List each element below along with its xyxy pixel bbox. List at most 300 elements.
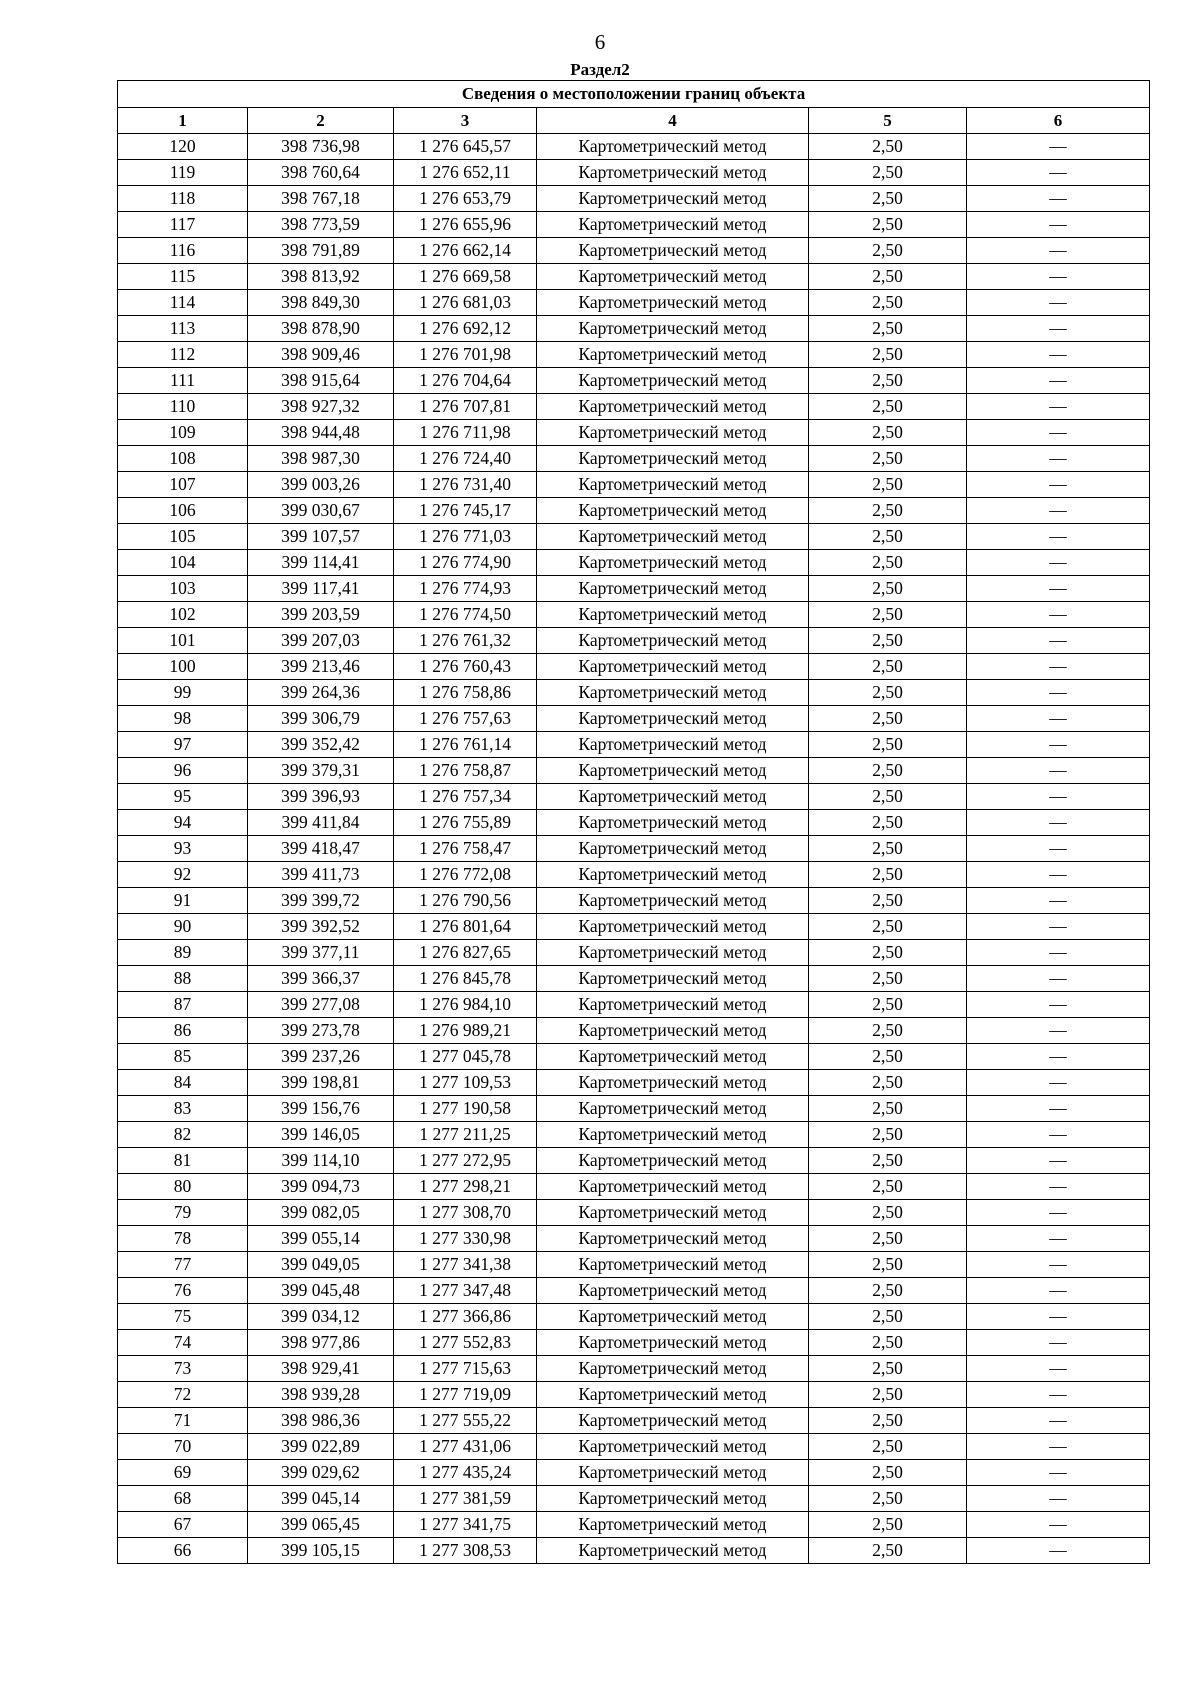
method-cell: Картометрический метод <box>537 758 809 784</box>
y-coordinate-cell: 1 277 552,83 <box>394 1330 537 1356</box>
method-cell: Картометрический метод <box>537 472 809 498</box>
x-coordinate-cell: 398 944,48 <box>248 420 394 446</box>
point-number-cell: 111 <box>118 368 248 394</box>
point-number-cell: 67 <box>118 1512 248 1538</box>
point-number-cell: 118 <box>118 186 248 212</box>
description-cell: — <box>967 1044 1150 1070</box>
x-coordinate-cell: 399 352,42 <box>248 732 394 758</box>
method-cell: Картометрический метод <box>537 914 809 940</box>
point-number-cell: 120 <box>118 134 248 160</box>
description-cell: — <box>967 992 1150 1018</box>
method-cell: Картометрический метод <box>537 1226 809 1252</box>
point-number-cell: 68 <box>118 1486 248 1512</box>
accuracy-cell: 2,50 <box>809 784 967 810</box>
x-coordinate-cell: 399 411,84 <box>248 810 394 836</box>
method-cell: Картометрический метод <box>537 1252 809 1278</box>
description-cell: — <box>967 1486 1150 1512</box>
accuracy-cell: 2,50 <box>809 212 967 238</box>
description-cell: — <box>967 446 1150 472</box>
accuracy-cell: 2,50 <box>809 1538 967 1564</box>
table-row <box>118 810 1150 836</box>
table-row <box>118 1122 1150 1148</box>
y-coordinate-cell: 1 277 715,63 <box>394 1356 537 1382</box>
x-coordinate-cell: 398 849,30 <box>248 290 394 316</box>
point-number-cell: 81 <box>118 1148 248 1174</box>
method-cell: Картометрический метод <box>537 810 809 836</box>
accuracy-cell: 2,50 <box>809 550 967 576</box>
y-coordinate-cell: 1 276 653,79 <box>394 186 537 212</box>
method-cell: Картометрический метод <box>537 160 809 186</box>
description-cell: — <box>967 1330 1150 1356</box>
point-number-cell: 110 <box>118 394 248 420</box>
table-row <box>118 1174 1150 1200</box>
table-row <box>118 1200 1150 1226</box>
description-cell: — <box>967 1278 1150 1304</box>
point-number-cell: 70 <box>118 1434 248 1460</box>
y-coordinate-cell: 1 276 774,90 <box>394 550 537 576</box>
table-row <box>118 1460 1150 1486</box>
point-number-cell: 72 <box>118 1382 248 1408</box>
y-coordinate-cell: 1 277 435,24 <box>394 1460 537 1486</box>
accuracy-cell: 2,50 <box>809 446 967 472</box>
accuracy-cell: 2,50 <box>809 940 967 966</box>
x-coordinate-cell: 398 736,98 <box>248 134 394 160</box>
description-cell: — <box>967 134 1150 160</box>
table-row <box>118 1018 1150 1044</box>
accuracy-cell: 2,50 <box>809 576 967 602</box>
table-row <box>118 1278 1150 1304</box>
accuracy-cell: 2,50 <box>809 1304 967 1330</box>
point-number-cell: 71 <box>118 1408 248 1434</box>
x-coordinate-cell: 399 379,31 <box>248 758 394 784</box>
point-number-cell: 95 <box>118 784 248 810</box>
x-coordinate-cell: 399 377,11 <box>248 940 394 966</box>
table-row <box>118 862 1150 888</box>
description-cell: — <box>967 420 1150 446</box>
point-number-cell: 104 <box>118 550 248 576</box>
point-number-cell: 82 <box>118 1122 248 1148</box>
description-cell: — <box>967 1408 1150 1434</box>
y-coordinate-cell: 1 276 801,64 <box>394 914 537 940</box>
table-row <box>118 680 1150 706</box>
method-cell: Картометрический метод <box>537 316 809 342</box>
x-coordinate-cell: 399 273,78 <box>248 1018 394 1044</box>
description-cell: — <box>967 1148 1150 1174</box>
method-cell: Картометрический метод <box>537 134 809 160</box>
point-number-cell: 69 <box>118 1460 248 1486</box>
point-number-cell: 100 <box>118 654 248 680</box>
table-row <box>118 316 1150 342</box>
description-cell: — <box>967 316 1150 342</box>
description-cell: — <box>967 810 1150 836</box>
description-cell: — <box>967 1096 1150 1122</box>
accuracy-cell: 2,50 <box>809 1070 967 1096</box>
accuracy-cell: 2,50 <box>809 914 967 940</box>
accuracy-cell: 2,50 <box>809 680 967 706</box>
description-cell: — <box>967 212 1150 238</box>
description-cell: — <box>967 784 1150 810</box>
accuracy-cell: 2,50 <box>809 1174 967 1200</box>
table-row <box>118 1044 1150 1070</box>
table-body <box>118 134 1150 1564</box>
method-cell: Картометрический метод <box>537 290 809 316</box>
x-coordinate-cell: 398 773,59 <box>248 212 394 238</box>
point-number-cell: 103 <box>118 576 248 602</box>
table-row <box>118 160 1150 186</box>
table-title: Сведения о местоположении границ объекта <box>118 81 1150 108</box>
description-cell: — <box>967 1174 1150 1200</box>
method-cell: Картометрический метод <box>537 1070 809 1096</box>
point-number-cell: 76 <box>118 1278 248 1304</box>
point-number-cell: 94 <box>118 810 248 836</box>
table-row <box>118 264 1150 290</box>
table-row <box>118 914 1150 940</box>
point-number-cell: 96 <box>118 758 248 784</box>
method-cell: Картометрический метод <box>537 1408 809 1434</box>
description-cell: — <box>967 758 1150 784</box>
accuracy-cell: 2,50 <box>809 1252 967 1278</box>
method-cell: Картометрический метод <box>537 1174 809 1200</box>
point-number-cell: 107 <box>118 472 248 498</box>
x-coordinate-cell: 398 929,41 <box>248 1356 394 1382</box>
table-row <box>118 1434 1150 1460</box>
y-coordinate-cell: 1 276 645,57 <box>394 134 537 160</box>
x-coordinate-cell: 398 986,36 <box>248 1408 394 1434</box>
x-coordinate-cell: 399 198,81 <box>248 1070 394 1096</box>
point-number-cell: 92 <box>118 862 248 888</box>
description-cell: — <box>967 550 1150 576</box>
description-cell: — <box>967 1382 1150 1408</box>
y-coordinate-cell: 1 276 701,98 <box>394 342 537 368</box>
y-coordinate-cell: 1 277 366,86 <box>394 1304 537 1330</box>
point-number-cell: 106 <box>118 498 248 524</box>
accuracy-cell: 2,50 <box>809 1330 967 1356</box>
table-row <box>118 888 1150 914</box>
accuracy-cell: 2,50 <box>809 238 967 264</box>
accuracy-cell: 2,50 <box>809 1044 967 1070</box>
x-coordinate-cell: 398 939,28 <box>248 1382 394 1408</box>
y-coordinate-cell: 1 276 984,10 <box>394 992 537 1018</box>
column-header: 5 <box>809 108 967 134</box>
accuracy-cell: 2,50 <box>809 602 967 628</box>
accuracy-cell: 2,50 <box>809 1200 967 1226</box>
method-cell: Картометрический метод <box>537 264 809 290</box>
y-coordinate-cell: 1 276 655,96 <box>394 212 537 238</box>
x-coordinate-cell: 398 915,64 <box>248 368 394 394</box>
accuracy-cell: 2,50 <box>809 1122 967 1148</box>
description-cell: — <box>967 602 1150 628</box>
column-header-row <box>118 108 1150 134</box>
accuracy-cell: 2,50 <box>809 1096 967 1122</box>
y-coordinate-cell: 1 277 431,06 <box>394 1434 537 1460</box>
x-coordinate-cell: 399 003,26 <box>248 472 394 498</box>
point-number-cell: 102 <box>118 602 248 628</box>
method-cell: Картометрический метод <box>537 1460 809 1486</box>
point-number-cell: 83 <box>118 1096 248 1122</box>
accuracy-cell: 2,50 <box>809 1512 967 1538</box>
description-cell: — <box>967 1200 1150 1226</box>
x-coordinate-cell: 399 022,89 <box>248 1434 394 1460</box>
x-coordinate-cell: 399 107,57 <box>248 524 394 550</box>
y-coordinate-cell: 1 276 845,78 <box>394 966 537 992</box>
description-cell: — <box>967 342 1150 368</box>
column-header: 4 <box>537 108 809 134</box>
column-header: 2 <box>248 108 394 134</box>
accuracy-cell: 2,50 <box>809 1486 967 1512</box>
method-cell: Картометрический метод <box>537 940 809 966</box>
description-cell: — <box>967 186 1150 212</box>
x-coordinate-cell: 399 114,41 <box>248 550 394 576</box>
method-cell: Картометрический метод <box>537 1538 809 1564</box>
point-number-cell: 86 <box>118 1018 248 1044</box>
table-row <box>118 1408 1150 1434</box>
y-coordinate-cell: 1 276 790,56 <box>394 888 537 914</box>
description-cell: — <box>967 1460 1150 1486</box>
table-row <box>118 186 1150 212</box>
table-row <box>118 654 1150 680</box>
y-coordinate-cell: 1 276 731,40 <box>394 472 537 498</box>
description-cell: — <box>967 1512 1150 1538</box>
method-cell: Картометрический метод <box>537 602 809 628</box>
accuracy-cell: 2,50 <box>809 992 967 1018</box>
y-coordinate-cell: 1 276 772,08 <box>394 862 537 888</box>
x-coordinate-cell: 399 399,72 <box>248 888 394 914</box>
y-coordinate-cell: 1 276 707,81 <box>394 394 537 420</box>
x-coordinate-cell: 399 034,12 <box>248 1304 394 1330</box>
description-cell: — <box>967 290 1150 316</box>
y-coordinate-cell: 1 276 774,93 <box>394 576 537 602</box>
table-title-row <box>118 81 1150 108</box>
table-row <box>118 238 1150 264</box>
method-cell: Картометрический метод <box>537 550 809 576</box>
point-number-cell: 105 <box>118 524 248 550</box>
y-coordinate-cell: 1 277 341,75 <box>394 1512 537 1538</box>
description-cell: — <box>967 160 1150 186</box>
description-cell: — <box>967 576 1150 602</box>
description-cell: — <box>967 1070 1150 1096</box>
description-cell: — <box>967 732 1150 758</box>
method-cell: Картометрический метод <box>537 1096 809 1122</box>
table-row <box>118 1538 1150 1564</box>
method-cell: Картометрический метод <box>537 1512 809 1538</box>
description-cell: — <box>967 394 1150 420</box>
table-row <box>118 394 1150 420</box>
method-cell: Картометрический метод <box>537 1486 809 1512</box>
x-coordinate-cell: 399 146,05 <box>248 1122 394 1148</box>
accuracy-cell: 2,50 <box>809 654 967 680</box>
table-row <box>118 1096 1150 1122</box>
point-number-cell: 119 <box>118 160 248 186</box>
point-number-cell: 66 <box>118 1538 248 1564</box>
description-cell: — <box>967 706 1150 732</box>
description-cell: — <box>967 940 1150 966</box>
y-coordinate-cell: 1 276 724,40 <box>394 446 537 472</box>
table-row <box>118 1252 1150 1278</box>
table-row <box>118 1148 1150 1174</box>
method-cell: Картометрический метод <box>537 1382 809 1408</box>
x-coordinate-cell: 399 203,59 <box>248 602 394 628</box>
accuracy-cell: 2,50 <box>809 966 967 992</box>
x-coordinate-cell: 399 396,93 <box>248 784 394 810</box>
table-row <box>118 498 1150 524</box>
table-row <box>118 290 1150 316</box>
y-coordinate-cell: 1 276 760,43 <box>394 654 537 680</box>
point-number-cell: 115 <box>118 264 248 290</box>
description-cell: — <box>967 472 1150 498</box>
table-row <box>118 134 1150 160</box>
description-cell: — <box>967 1434 1150 1460</box>
method-cell: Картометрический метод <box>537 1200 809 1226</box>
description-cell: — <box>967 654 1150 680</box>
method-cell: Картометрический метод <box>537 1018 809 1044</box>
point-number-cell: 87 <box>118 992 248 1018</box>
description-cell: — <box>967 238 1150 264</box>
description-cell: — <box>967 1252 1150 1278</box>
x-coordinate-cell: 399 237,26 <box>248 1044 394 1070</box>
y-coordinate-cell: 1 276 692,12 <box>394 316 537 342</box>
point-number-cell: 91 <box>118 888 248 914</box>
point-number-cell: 89 <box>118 940 248 966</box>
accuracy-cell: 2,50 <box>809 1148 967 1174</box>
description-cell: — <box>967 524 1150 550</box>
method-cell: Картометрический метод <box>537 1278 809 1304</box>
y-coordinate-cell: 1 276 662,14 <box>394 238 537 264</box>
method-cell: Картометрический метод <box>537 238 809 264</box>
description-cell: — <box>967 1304 1150 1330</box>
point-number-cell: 116 <box>118 238 248 264</box>
table-row <box>118 784 1150 810</box>
accuracy-cell: 2,50 <box>809 732 967 758</box>
y-coordinate-cell: 1 277 308,53 <box>394 1538 537 1564</box>
y-coordinate-cell: 1 277 109,53 <box>394 1070 537 1096</box>
accuracy-cell: 2,50 <box>809 1226 967 1252</box>
point-number-cell: 108 <box>118 446 248 472</box>
column-header: 6 <box>967 108 1150 134</box>
description-cell: — <box>967 1538 1150 1564</box>
table-row <box>118 602 1150 628</box>
description-cell: — <box>967 966 1150 992</box>
table-row <box>118 368 1150 394</box>
method-cell: Картометрический метод <box>537 1434 809 1460</box>
y-coordinate-cell: 1 276 774,50 <box>394 602 537 628</box>
point-number-cell: 88 <box>118 966 248 992</box>
x-coordinate-cell: 398 791,89 <box>248 238 394 264</box>
accuracy-cell: 2,50 <box>809 316 967 342</box>
accuracy-cell: 2,50 <box>809 498 967 524</box>
method-cell: Картометрический метод <box>537 524 809 550</box>
description-cell: — <box>967 1356 1150 1382</box>
y-coordinate-cell: 1 276 681,03 <box>394 290 537 316</box>
description-cell: — <box>967 1018 1150 1044</box>
accuracy-cell: 2,50 <box>809 264 967 290</box>
y-coordinate-cell: 1 277 555,22 <box>394 1408 537 1434</box>
y-coordinate-cell: 1 276 757,34 <box>394 784 537 810</box>
accuracy-cell: 2,50 <box>809 394 967 420</box>
y-coordinate-cell: 1 276 758,86 <box>394 680 537 706</box>
x-coordinate-cell: 398 927,32 <box>248 394 394 420</box>
y-coordinate-cell: 1 276 989,21 <box>394 1018 537 1044</box>
x-coordinate-cell: 398 977,86 <box>248 1330 394 1356</box>
y-coordinate-cell: 1 277 298,21 <box>394 1174 537 1200</box>
table-row <box>118 1356 1150 1382</box>
method-cell: Картометрический метод <box>537 1122 809 1148</box>
description-cell: — <box>967 1226 1150 1252</box>
x-coordinate-cell: 398 987,30 <box>248 446 394 472</box>
table-row <box>118 992 1150 1018</box>
accuracy-cell: 2,50 <box>809 1356 967 1382</box>
method-cell: Картометрический метод <box>537 498 809 524</box>
accuracy-cell: 2,50 <box>809 888 967 914</box>
y-coordinate-cell: 1 276 761,32 <box>394 628 537 654</box>
y-coordinate-cell: 1 276 758,87 <box>394 758 537 784</box>
x-coordinate-cell: 399 030,67 <box>248 498 394 524</box>
table-row <box>118 1070 1150 1096</box>
x-coordinate-cell: 399 049,05 <box>248 1252 394 1278</box>
point-number-cell: 79 <box>118 1200 248 1226</box>
accuracy-cell: 2,50 <box>809 1018 967 1044</box>
y-coordinate-cell: 1 276 771,03 <box>394 524 537 550</box>
y-coordinate-cell: 1 276 827,65 <box>394 940 537 966</box>
method-cell: Картометрический метод <box>537 654 809 680</box>
x-coordinate-cell: 398 878,90 <box>248 316 394 342</box>
table-row <box>118 1226 1150 1252</box>
x-coordinate-cell: 398 909,46 <box>248 342 394 368</box>
x-coordinate-cell: 399 277,08 <box>248 992 394 1018</box>
y-coordinate-cell: 1 276 669,58 <box>394 264 537 290</box>
y-coordinate-cell: 1 276 757,63 <box>394 706 537 732</box>
y-coordinate-cell: 1 276 704,64 <box>394 368 537 394</box>
method-cell: Картометрический метод <box>537 368 809 394</box>
point-number-cell: 97 <box>118 732 248 758</box>
table-row <box>118 1304 1150 1330</box>
accuracy-cell: 2,50 <box>809 186 967 212</box>
accuracy-cell: 2,50 <box>809 1382 967 1408</box>
x-coordinate-cell: 399 045,14 <box>248 1486 394 1512</box>
x-coordinate-cell: 398 760,64 <box>248 160 394 186</box>
point-number-cell: 98 <box>118 706 248 732</box>
method-cell: Картометрический метод <box>537 862 809 888</box>
description-cell: — <box>967 264 1150 290</box>
accuracy-cell: 2,50 <box>809 810 967 836</box>
description-cell: — <box>967 680 1150 706</box>
x-coordinate-cell: 398 767,18 <box>248 186 394 212</box>
method-cell: Картометрический метод <box>537 836 809 862</box>
table-row <box>118 836 1150 862</box>
x-coordinate-cell: 399 065,45 <box>248 1512 394 1538</box>
accuracy-cell: 2,50 <box>809 1434 967 1460</box>
accuracy-cell: 2,50 <box>809 862 967 888</box>
column-header: 1 <box>118 108 248 134</box>
point-number-cell: 78 <box>118 1226 248 1252</box>
table-row <box>118 576 1150 602</box>
table-row <box>118 342 1150 368</box>
accuracy-cell: 2,50 <box>809 160 967 186</box>
method-cell: Картометрический метод <box>537 966 809 992</box>
method-cell: Картометрический метод <box>537 992 809 1018</box>
x-coordinate-cell: 399 207,03 <box>248 628 394 654</box>
y-coordinate-cell: 1 276 745,17 <box>394 498 537 524</box>
method-cell: Картометрический метод <box>537 1044 809 1070</box>
table-row <box>118 420 1150 446</box>
point-number-cell: 101 <box>118 628 248 654</box>
table-row <box>118 1512 1150 1538</box>
page-number: 6 <box>594 30 606 54</box>
y-coordinate-cell: 1 277 330,98 <box>394 1226 537 1252</box>
description-cell: — <box>967 628 1150 654</box>
x-coordinate-cell: 399 366,37 <box>248 966 394 992</box>
column-header: 3 <box>394 108 537 134</box>
x-coordinate-cell: 399 213,46 <box>248 654 394 680</box>
